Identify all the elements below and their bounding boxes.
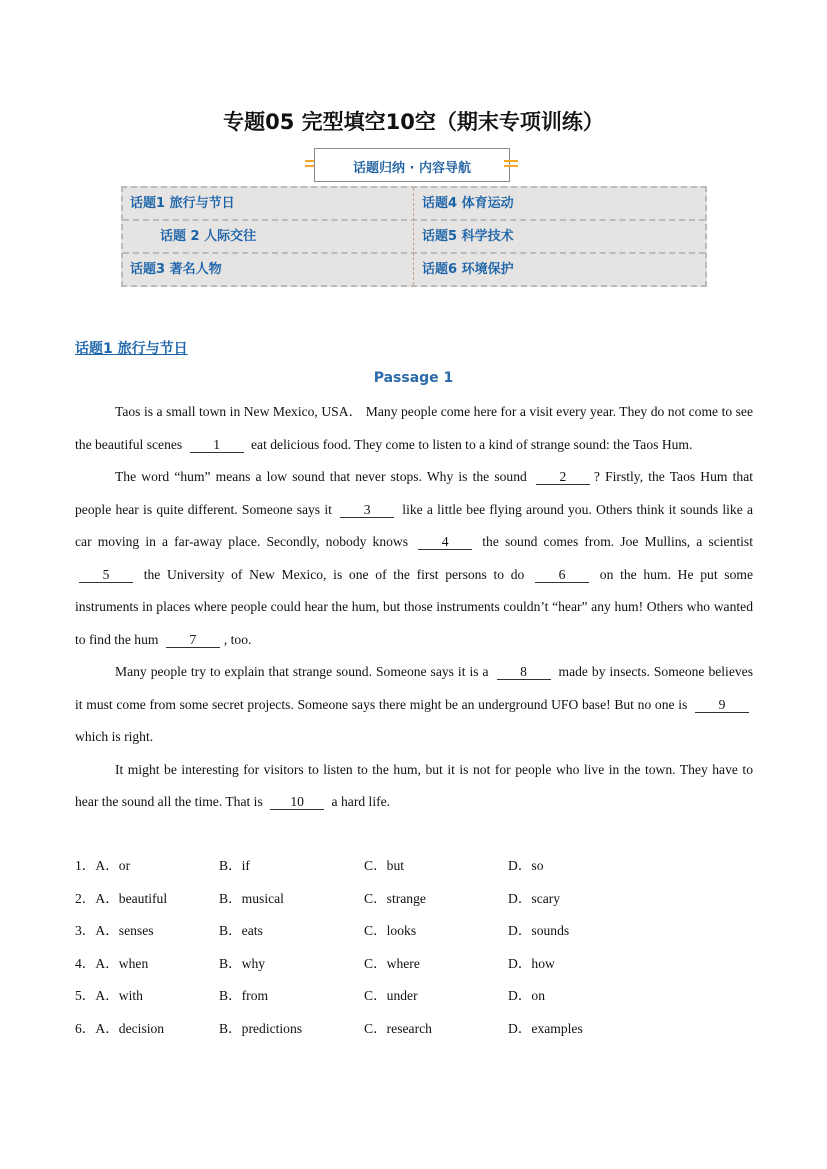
passage-title: Passage 1 bbox=[373, 370, 454, 386]
paragraph-text: the sound comes from. Joe Mullins, a scientist bbox=[476, 534, 753, 549]
option-d: D．how bbox=[508, 955, 555, 971]
blank-9: 9 bbox=[695, 697, 749, 713]
paragraph bbox=[75, 754, 753, 819]
toc-item-5[interactable]: 话题5 科学技术 bbox=[422, 229, 514, 244]
paragraph-text: It might be interesting for visitors to listen to the hum, but it is not for people who live in the town. They have to hear the sound all the time. That is bbox=[75, 761, 753, 809]
toc-table bbox=[121, 186, 707, 287]
question-row bbox=[75, 915, 755, 948]
paragraph-text: which is right. bbox=[75, 729, 154, 744]
toc-item-4[interactable]: 话题4 体育运动 bbox=[422, 196, 514, 211]
option-b: B．if bbox=[219, 858, 250, 873]
option-a: 1．A．or bbox=[75, 858, 131, 873]
option-d: D．on bbox=[508, 988, 546, 1003]
question-row bbox=[75, 883, 755, 916]
section-heading[interactable]: 话题1 旅行与节日 bbox=[75, 341, 188, 357]
option-c: C．looks bbox=[364, 923, 417, 938]
paragraph-text: on the hum. He put some instruments in places where people could hear the hum, but those instruments couldn’t “hear” any hum! Others who wanted to find the hum bbox=[75, 566, 753, 647]
decorative-bars-icon bbox=[504, 160, 518, 170]
paragraph-text: Many people try to explain that strange sound. Someone says it is a bbox=[115, 664, 493, 679]
option-b: B．predictions bbox=[219, 1020, 303, 1036]
option-d: D．sounds bbox=[508, 923, 570, 938]
option-d: D．scary bbox=[508, 890, 561, 906]
option-c: C．under bbox=[364, 988, 418, 1003]
paragraph-text: the University of New Mexico, is one of the first persons to do bbox=[137, 566, 532, 582]
option-c: C．strange bbox=[364, 890, 426, 906]
blank-1: 1 bbox=[190, 437, 244, 453]
blank-7: 7 bbox=[166, 632, 220, 648]
option-a: 6．A．decision bbox=[75, 1020, 165, 1036]
paragraph-text: , too. bbox=[223, 631, 252, 647]
question-row bbox=[75, 850, 755, 883]
toc-item-1[interactable]: 话题1 旅行与节日 bbox=[130, 196, 235, 211]
blank-4: 4 bbox=[418, 534, 472, 550]
paragraph bbox=[75, 396, 753, 461]
blank-6: 6 bbox=[535, 567, 589, 583]
page-title: 专题05 完型填空10空（期末专项训练） bbox=[223, 110, 604, 134]
option-b: B．eats bbox=[219, 923, 263, 938]
paragraph-text: ? Firstly, the Taos Hum that people hear is quite different. Someone says it bbox=[75, 469, 754, 517]
nav-box bbox=[314, 148, 510, 182]
question-row bbox=[75, 1013, 755, 1046]
options-list bbox=[75, 850, 755, 1045]
paragraph-text: The word “hum” means a low sound that never stops. Why is the sound bbox=[115, 469, 532, 484]
option-b: B．why bbox=[219, 955, 266, 971]
option-a: 5．A．with bbox=[75, 988, 143, 1003]
paragraph bbox=[75, 656, 753, 754]
option-a: 3．A．senses bbox=[75, 923, 154, 938]
blank-3: 3 bbox=[340, 502, 394, 518]
toc-item-6[interactable]: 话题6 环境保护 bbox=[422, 262, 514, 277]
passage-body bbox=[75, 396, 753, 819]
option-a: 4．A．when bbox=[75, 955, 149, 971]
question-row bbox=[75, 980, 755, 1013]
paragraph-text: made by insects. Someone believes it must come from some secret projects. Someone says there might be an underground UFO base! But no one is bbox=[75, 664, 753, 712]
toc-item-2[interactable]: 话题 2 人际交往 bbox=[160, 229, 257, 244]
option-d: D．examples bbox=[508, 1020, 583, 1036]
option-b: B．musical bbox=[219, 890, 284, 906]
blank-2: 2 bbox=[536, 469, 590, 485]
blank-10: 10 bbox=[270, 794, 324, 810]
option-a: 2．A．beautiful bbox=[75, 890, 168, 906]
paragraph bbox=[75, 461, 753, 656]
option-c: C．but bbox=[364, 858, 405, 873]
paragraph-text: Taos is a small town in New Mexico, USA． Many people come here for a visit every year. They do not come to see the beautiful scenes bbox=[75, 404, 753, 452]
question-row bbox=[75, 948, 755, 981]
option-d: D．so bbox=[508, 858, 544, 873]
option-b: B．from bbox=[219, 988, 269, 1003]
paragraph-text: a hard life. bbox=[328, 794, 391, 809]
blank-5: 5 bbox=[79, 567, 133, 583]
nav-title: 话题归纳 · 内容导航 bbox=[353, 161, 471, 176]
option-c: C．where bbox=[364, 955, 420, 971]
blank-8: 8 bbox=[497, 664, 551, 680]
toc-item-3[interactable]: 话题3 著名人物 bbox=[130, 262, 222, 277]
option-c: C．research bbox=[364, 1020, 432, 1036]
paragraph-text: eat delicious food. They come to listen to a kind of strange sound: the Taos Hum. bbox=[247, 436, 693, 452]
paragraph-text: like a little bee flying around you. Others think it sounds like a car moving in a far-away place. Secondly, nobody knows bbox=[75, 501, 753, 549]
